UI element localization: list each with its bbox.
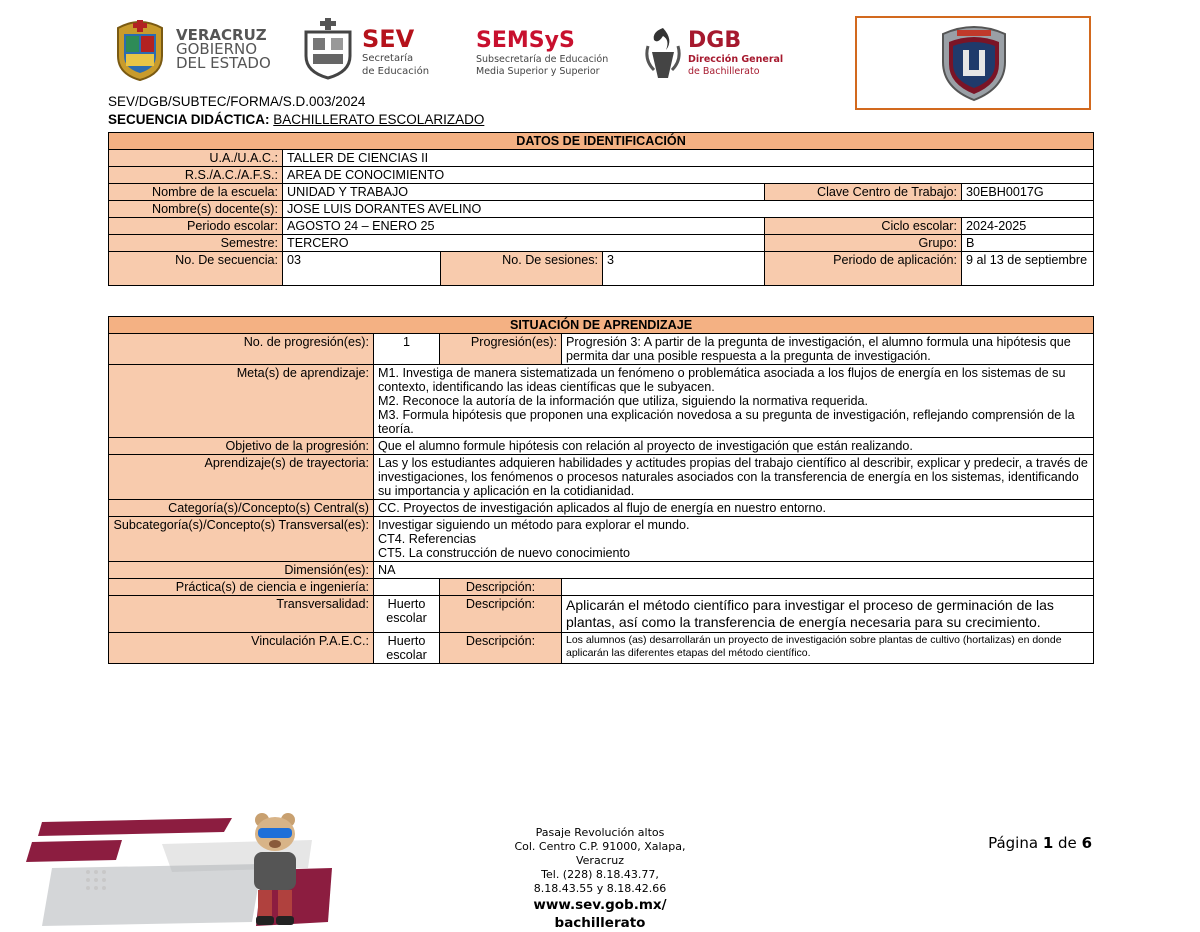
page-middle: de [1058, 834, 1077, 852]
footer-address [496, 826, 704, 932]
ua-value: TALLER DE CIENCIAS II [283, 150, 1094, 167]
sev-line1: Secretaría [362, 53, 414, 64]
address-line-1: Pasaje Revolución altos [535, 826, 665, 839]
dgb-line1: Dirección General [688, 54, 784, 65]
sequence-title-bold: SECUENCIA DIDÁCTICA: [108, 112, 270, 127]
address-line-3: Veracruz [575, 854, 625, 867]
science-practice-description-label: Descripción: [440, 579, 562, 596]
learning-goal-m3: M3. Formula hipótesis que proponen una explicación novedosa a su pregunta de investigación, reflejando comprensión de la teoría. [378, 408, 1075, 436]
sev-logo [300, 18, 460, 82]
progression-objective-label: Objetivo de la progresión: [109, 438, 374, 455]
transversality-description-value: Aplicarán el método científico para investigar el proceso de germinación de las plantas, así como la transferencia de energía necesaria para su crecimiento. [562, 596, 1094, 633]
school-period-value: AGOSTO 24 – ENERO 25 [283, 218, 765, 235]
page-number [988, 834, 1092, 852]
rs-label: R.S./A.C./A.F.S.: [109, 167, 283, 184]
dgb-line2: de Bachillerato [688, 66, 760, 77]
ua-label: U.A./U.A.C.: [109, 150, 283, 167]
school-period-label: Periodo escolar: [109, 218, 283, 235]
rs-value: AREA DE CONOCIMIENTO [283, 167, 1094, 184]
mascot-icon [240, 810, 310, 927]
paec-link-label: Vinculación P.A.E.C.: [109, 633, 374, 664]
teacher-value: JOSE LUIS DORANTES AVELINO [283, 201, 1094, 218]
science-practice-description-value [562, 579, 1094, 596]
progression-number-label: No. de progresión(es): [109, 334, 374, 365]
footer-decoration [12, 810, 342, 927]
science-practice-value [374, 579, 440, 596]
group-label: Grupo: [765, 235, 962, 252]
school-name-label: Nombre de la escuela: [109, 184, 283, 201]
central-category-label: Categoría(s)/Concepto(s) Central(s) [109, 500, 374, 517]
website-line-2[interactable]: bachillerato [554, 915, 646, 931]
veracruz-line3: DEL ESTADO [176, 54, 271, 72]
progression-label: Progresión(es): [440, 334, 562, 365]
science-practice-label: Práctica(s) de ciencia e ingeniería: [109, 579, 374, 596]
sev-name: SEV [362, 25, 415, 53]
school-cycle-value: 2024-2025 [962, 218, 1094, 235]
sequence-title [108, 112, 484, 127]
phone-line-1: Tel. (228) 8.18.43.77, [541, 868, 659, 881]
application-period-value: 9 al 13 de septiembre [962, 252, 1094, 286]
work-center-key-label: Clave Centro de Trabajo: [765, 184, 962, 201]
veracruz-shield-icon [112, 18, 168, 82]
school-shield-icon [939, 24, 1009, 102]
page-current: 1 [1042, 834, 1054, 852]
phone-line-2: 8.18.43.55 y 8.18.42.66 [533, 882, 667, 895]
learning-situation-heading: SITUACIÓN DE APRENDIZAJE [109, 317, 1094, 334]
dimension-value: NA [374, 562, 1094, 579]
semsys-line2: Media Superior y Superior [476, 66, 600, 77]
semsys-line1: Subsecretaría de Educación [476, 54, 609, 65]
veracruz-logo [112, 18, 282, 82]
identification-table [108, 132, 1094, 286]
school-name-value: UNIDAD Y TRABAJO [283, 184, 765, 201]
page-total: 6 [1081, 834, 1092, 852]
paec-description-label: Descripción: [440, 633, 562, 664]
veracruz-line2: GOBIERNO [176, 40, 258, 58]
website-line-1[interactable]: www.sev.gob.mx/ [533, 897, 667, 913]
dgb-torch-icon [644, 26, 682, 80]
veracruz-line1: VERACRUZ [176, 26, 267, 44]
sequence-title-modality: BACHILLERATO ESCOLARIZADO [273, 112, 485, 127]
learning-goals-value [374, 365, 1094, 438]
school-cycle-label: Ciclo escolar: [765, 218, 962, 235]
transversal-subcategory-value [374, 517, 1094, 562]
sev-emblem-icon [300, 18, 356, 80]
progression-value: Progresión 3: A partir de la pregunta de investigación, el alumno formula una hipótesis que permita dar una posible respuesta a la pregunta de investigación. [562, 334, 1094, 365]
subcategory-line-1: Investigar siguiendo un método para explorar el mundo. [378, 518, 690, 532]
paec-link-value: Huerto escolar [374, 633, 440, 664]
semsys-logo [476, 28, 636, 84]
group-value: B [962, 235, 1094, 252]
address-line-2: Col. Centro C.P. 91000, Xalapa, [514, 840, 686, 853]
sessions-value: 3 [603, 252, 765, 286]
central-category-value: CC. Proyectos de investigación aplicados al flujo de energía en nuestro entorno. [374, 500, 1094, 517]
learning-goal-m1: M1. Investiga de manera sistematizada un fenómeno o problemática asociada a los flujos de energía en los sistemas de su contexto, identificando las ideas científicas que le subyacen. [378, 366, 1066, 394]
semsys-name: SEMSyS [476, 28, 575, 53]
learning-goals-label: Meta(s) de aprendizaje: [109, 365, 374, 438]
transversal-subcategory-label: Subcategoría(s)/Concepto(s) Transversal(es): [109, 517, 374, 562]
trajectory-learning-label: Aprendizaje(s) de trayectoria: [109, 455, 374, 500]
teacher-label: Nombre(s) docente(s): [109, 201, 283, 218]
dgb-logo [644, 22, 794, 82]
form-code: SEV/DGB/SUBTEC/FORMA/S.D.003/2024 [108, 94, 366, 109]
dimension-label: Dimensión(es): [109, 562, 374, 579]
semester-label: Semestre: [109, 235, 283, 252]
progression-objective-value: Que el alumno formule hipótesis con relación al proyecto de investigación que están realizando. [374, 438, 1094, 455]
sequence-number-value: 03 [283, 252, 441, 286]
trajectory-learning-value: Las y los estudiantes adquieren habilidades y actitudes propias del trabajo científico al describir, explicar y predecir, a través de investigaciones, los fenómenos o procesos naturales asociados con la transferencia de energía en los sistemas, identificando su importancia y aplicación en la cotidianidad. [374, 455, 1094, 500]
dgb-name: DGB [688, 28, 742, 53]
work-center-key-value: 30EBH0017G [962, 184, 1094, 201]
sev-line2: de Educación [362, 66, 430, 77]
paec-description-value: Los alumnos (as) desarrollarán un proyecto de investigación sobre plantas de cultivo (hortalizas) en donde aplicarán las diferentes etapas del método científico. [562, 633, 1094, 664]
identification-heading: DATOS DE IDENTIFICACIÓN [109, 133, 1094, 150]
learning-situation-table [108, 316, 1094, 664]
sessions-label: No. De sesiones: [441, 252, 603, 286]
learning-goal-m2: M2. Reconoce la autoría de la información que utiliza, siguiendo la normativa requerida. [378, 394, 869, 408]
semester-value: TERCERO [283, 235, 765, 252]
transversality-value: Huerto escolar [374, 596, 440, 633]
application-period-label: Periodo de aplicación: [765, 252, 962, 286]
progression-number-value: 1 [374, 334, 440, 365]
page-prefix: Página [988, 834, 1039, 852]
subcategory-line-2: CT4. Referencias [378, 532, 476, 546]
sequence-number-label: No. De secuencia: [109, 252, 283, 286]
transversality-description-label: Descripción: [440, 596, 562, 633]
transversality-label: Transversalidad: [109, 596, 374, 633]
subcategory-line-3: CT5. La construcción de nuevo conocimiento [378, 546, 631, 560]
school-logo-box [855, 16, 1091, 110]
